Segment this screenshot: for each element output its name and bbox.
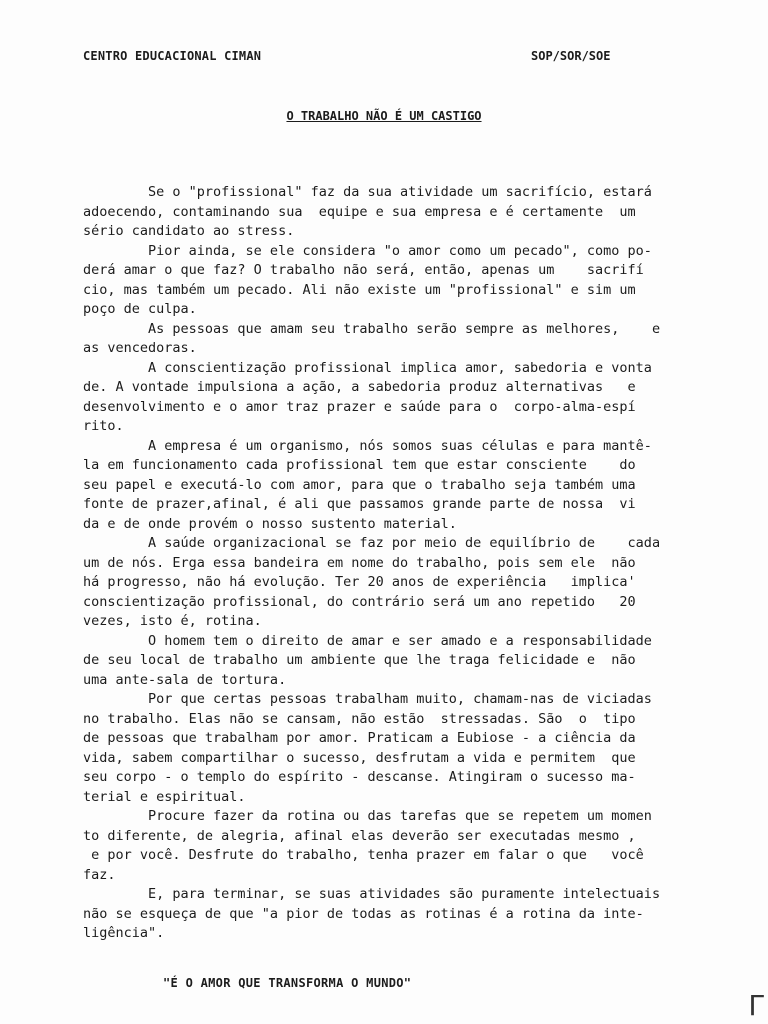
text-line: ligência". — [83, 925, 165, 941]
text-line: terial e espiritual. — [83, 788, 246, 805]
text-line: to diferente, de alegria, afinal elas deverão ser executadas mesmo , — [83, 827, 636, 844]
text-line: as vencedoras. — [83, 340, 197, 356]
text-line: derá amar o que faz? O trabalho não será, então, apenas um sacrifí — [83, 262, 644, 278]
body-text — [83, 183, 695, 944]
text-line: da e de onde provém o nosso sustento material. — [83, 515, 457, 532]
text-line: cio, mas também um pecado. Ali não existe um "profissional" e sim um — [83, 281, 636, 298]
text-line: e por você. Desfrute do trabalho, tenha prazer em falar o que você — [83, 847, 644, 863]
text-line: As pessoas que amam seu trabalho serão sempre as melhores, e — [83, 320, 661, 337]
text-line: de seu local de trabalho um ambiente que lhe traga felicidade e não — [83, 652, 636, 668]
closing-motto: "É O AMOR QUE TRANSFORMA O MUNDO" — [163, 976, 412, 990]
corner-mark: Γ — [748, 989, 764, 1022]
text-line: fonte de prazer,afinal, é ali que passamos grande parte de nossa vi — [83, 496, 636, 512]
text-line: A empresa é um organismo, nós somos suas células e para mantê- — [83, 437, 652, 454]
text-line: E, para terminar, se suas atividades são puramente intelectuais — [83, 886, 661, 902]
text-line: uma ante-sala de tortura. — [83, 671, 287, 688]
school-name: CENTRO EDUCACIONAL CIMAN — [83, 49, 262, 63]
text-line: la em funcionamento cada profissional tem que estar consciente do — [83, 457, 636, 473]
text-line: O homem tem o direito de amar e ser amado e a responsabilidade — [83, 632, 652, 649]
text-line: A conscientização profissional implica amor, sabedoria e vonta — [83, 359, 652, 376]
text-line: desenvolvimento e o amor traz prazer e saúde para o corpo-alma-espí — [83, 398, 636, 415]
text-line: vida, sabem compartilhar o sucesso, desfrutam a vida e permitem que — [83, 749, 636, 766]
text-line: Procure fazer da rotina ou das tarefas que se repetem um momen — [83, 808, 652, 824]
document-title: O TRABALHO NÃO É UM CASTIGO — [286, 109, 482, 123]
text-line: A saúde organizacional se faz por meio de equilíbrio de cada — [83, 535, 661, 551]
department-code: SOP/SOR/SOE — [531, 49, 611, 63]
text-line: Por que certas pessoas trabalham muito, chamam-nas de viciadas — [83, 691, 652, 707]
text-line: poço de culpa. — [83, 301, 197, 317]
text-line: seu corpo - o templo do espírito - descanse. Atingiram o sucesso ma- — [83, 769, 636, 785]
text-line: Se o "profissional" faz da sua atividade um sacrifício, estará — [83, 184, 652, 200]
text-line: vezes, isto é, rotina. — [83, 613, 262, 629]
text-line: conscientização profissional, do contrário será um ano repetido 20 — [83, 593, 636, 610]
text-line: de pessoas que trabalham por amor. Praticam a Eubiose - a ciência da — [83, 730, 636, 746]
text-line: rito. — [83, 418, 124, 434]
text-line: de. A vontade impulsiona a ação, a sabedoria produz alternativas e — [83, 379, 636, 395]
text-line: no trabalho. Elas não se cansam, não estão stressadas. São o tipo — [83, 710, 636, 727]
text-line: sério candidato ao stress. — [83, 223, 295, 239]
text-line: não se esqueça de que "a pior de todas as rotinas é a rotina da inte- — [83, 905, 644, 922]
text-line: adoecendo, contaminando sua equipe e sua empresa e é certamente um — [83, 203, 636, 220]
text-line: Pior ainda, se ele considera "o amor como um pecado", como po- — [83, 242, 652, 259]
text-line: seu papel e executá-lo com amor, para que o trabalho seja também uma — [83, 476, 636, 493]
text-line: faz. — [83, 866, 116, 883]
text-line: um de nós. Erga essa bandeira em nome do trabalho, pois sem ele não — [83, 554, 636, 571]
text-line: há progresso, não há evolução. Ter 20 anos de experiência implica' — [83, 574, 636, 590]
